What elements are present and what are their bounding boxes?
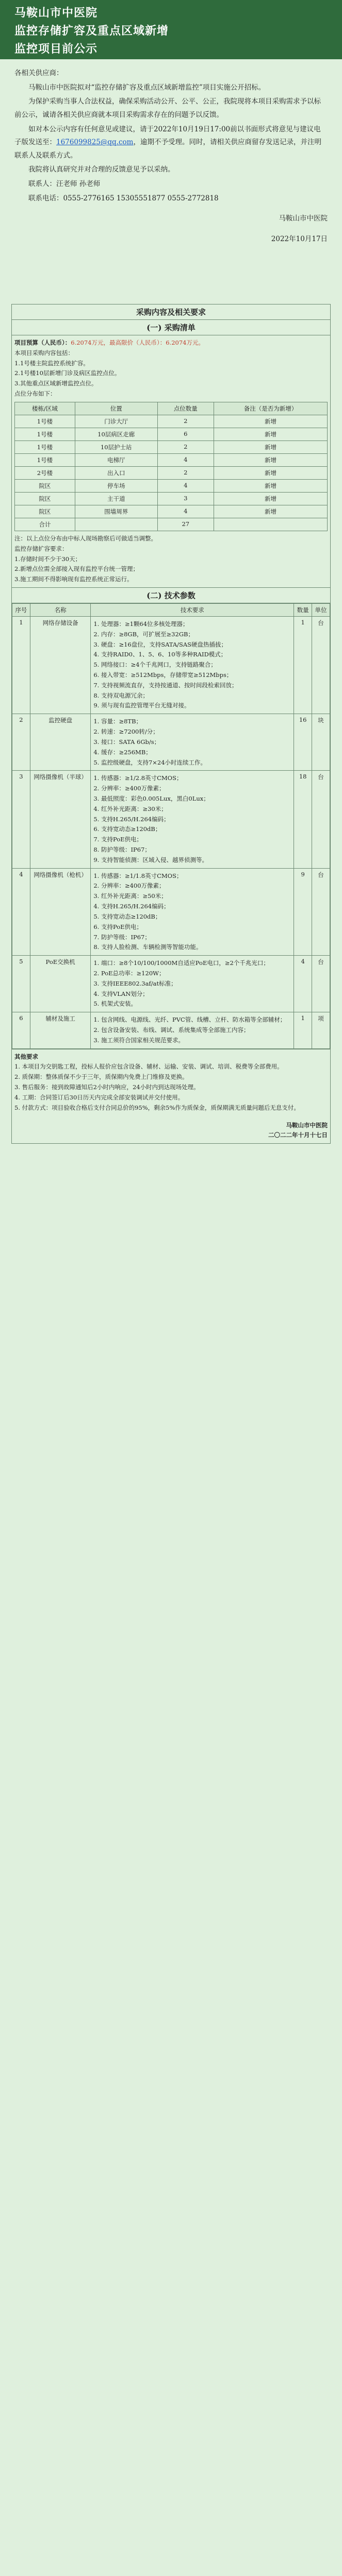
tech-qty: 1 — [294, 1012, 312, 1048]
tech-spec-line: 1. 传感器：≥1/2.8英寸CMOS； — [93, 774, 183, 782]
location-row — [15, 492, 328, 505]
requirements-section — [11, 304, 331, 1144]
tech-qty: 4 — [294, 956, 312, 1012]
tech-qty: 1 — [294, 616, 312, 714]
tech-unit: 台 — [312, 616, 330, 714]
other-item: 1. 本项目为交钥匙工程，投标人报价应包含设备、辅材、运输、安装、调试、培训、税费等全部费用。 — [14, 1063, 283, 1071]
tech-name: PoE交换机 — [30, 956, 90, 1012]
tech-no: 2 — [12, 714, 30, 771]
location-cell: 合计 — [15, 518, 75, 531]
tech-spec-line: 4. 支持VLAN划分； — [93, 990, 149, 997]
location-cell: 4 — [157, 453, 214, 466]
tech-spec-line: 5. 网络接口：≥4个千兆网口，支持链路聚合； — [93, 661, 217, 669]
feedback-email-link[interactable]: 1676099825@qq.com — [56, 138, 134, 147]
tech-spec — [91, 868, 294, 956]
tech-row — [12, 771, 330, 868]
tech-spec-line: 2. PoE总功率：≥120W； — [93, 969, 165, 977]
tech-spec — [91, 956, 294, 1012]
extra-note: 2.新增点位需全部接入现有监控平台统一管理； — [14, 565, 139, 573]
location-cell: 1号楼 — [15, 453, 75, 466]
location-header-cell: 位置 — [75, 402, 157, 415]
location-cell: 4 — [157, 505, 214, 518]
closing-date: 二〇二二年十月十七日 — [268, 1131, 328, 1139]
other-item: 5. 付款方式：项目验收合格后支付合同总价的95%，剩余5%作为质保金，质保期满无质量问题后无息支付。 — [14, 1104, 300, 1111]
tech-spec-line: 3. 硬盘：≥16盘位，支持SATA/SAS硬盘热插拔； — [93, 640, 227, 648]
phone-numbers: 0555-2776165 15305551877 0555-2772818 — [63, 194, 219, 202]
tech-spec-line: 5. 支持宽动态≥120dB； — [93, 912, 161, 920]
location-header-cell: 备注（是否为新增） — [214, 402, 328, 415]
location-row — [15, 415, 328, 428]
location-cell: 围墙周界 — [75, 505, 157, 518]
tech-spec-line: 7. 支持PoE供电； — [93, 836, 143, 843]
extra-note: 注：以上点位分布由中标人现场勘察后可做适当调整。 — [14, 534, 157, 542]
location-cell: 院区 — [15, 505, 75, 518]
location-row — [15, 428, 328, 440]
tech-spec-line: 4. 支持H.265/H.264编码； — [93, 903, 170, 910]
tech-no: 5 — [12, 956, 30, 1012]
tech-spec-line: 1. 处理器：≥1颗64位多核处理器； — [93, 620, 189, 628]
signature-date: 2022年10月17日 — [271, 235, 328, 244]
other-item: 2. 质保期：整体质保不少于三年，质保期内免费上门维修及更换。 — [14, 1073, 188, 1081]
tech-unit: 台 — [312, 771, 330, 868]
tech-qty: 16 — [294, 714, 312, 771]
closing-org: 马鞍山市中医院 — [286, 1121, 328, 1129]
tech-spec-line: 8. 支持双电源冗余； — [93, 691, 149, 699]
notice-paragraph-3 — [14, 123, 328, 163]
tech-spec-line: 3. 支持IEEE802.3af/at标准； — [93, 979, 177, 987]
header-title-line1: 马鞍山市中医院 — [14, 7, 98, 20]
tech-name: 辅材及施工 — [30, 1012, 90, 1048]
tech-name: 网络摄像机（枪机） — [30, 868, 90, 956]
location-cell: 新增 — [214, 479, 328, 492]
contact-phones — [14, 192, 328, 206]
tech-spec-line: 2. 内存：≥8GB，可扩展至≥32GB； — [93, 630, 194, 638]
location-cell: 6 — [157, 428, 214, 440]
section1-title: (一) 采购清单 — [12, 320, 331, 335]
tech-spec-line: 1. 容量：≥8TB； — [93, 718, 142, 725]
location-cell — [75, 518, 157, 531]
tech-table — [12, 603, 330, 1049]
contact-people — [14, 178, 328, 191]
tech-spec-line: 8. 防护等级：IP67； — [93, 846, 151, 853]
tech-spec-line: 2. 包含设备安装、布线、调试、系统集成等全部施工内容； — [93, 1026, 250, 1033]
tech-no: 3 — [12, 771, 30, 868]
requirements-main-title: 采购内容及相关要求 — [12, 304, 331, 320]
tech-unit: 项 — [312, 1012, 330, 1048]
tech-spec-line: 2. 分辨率：≥400万像素； — [93, 785, 165, 792]
location-row — [15, 505, 328, 518]
tech-header-cell: 技术要求 — [91, 603, 294, 616]
tech-name: 网络摄像机（半球） — [30, 771, 90, 868]
location-cell: 1号楼 — [15, 440, 75, 453]
tech-spec-line: 7. 支持视频流直存，支持按通道、按时间段检索回放； — [93, 681, 238, 689]
location-cell: 3 — [157, 492, 214, 505]
tech-spec-line: 2. 转速：≥7200转/分； — [93, 728, 159, 736]
scope-intro: 本项目采购内容包括： — [14, 349, 74, 357]
location-cell: 主干道 — [75, 492, 157, 505]
other-title: 其他要求 — [14, 1053, 38, 1060]
location-row — [15, 453, 328, 466]
notice-body — [14, 67, 328, 247]
tech-qty: 9 — [294, 868, 312, 956]
tech-name: 监控硬盘 — [30, 714, 90, 771]
tech-spec-line: 1. 传感器：≥1/1.8英寸CMOS； — [93, 872, 183, 879]
location-cell: 新增 — [214, 453, 328, 466]
location-header-cell: 点位数量 — [157, 402, 214, 415]
tech-spec-line: 3. 施工须符合国家相关规范要求。 — [93, 1036, 184, 1044]
tech-spec-line: 1. 包含网线、电源线、光纤、PVC管、线槽、立杆、防水箱等全部辅材； — [93, 1016, 286, 1024]
location-cell: 2 — [157, 440, 214, 453]
contact-names: 汪老师 孙老师 — [56, 180, 101, 189]
signature-org: 马鞍山市中医院 — [279, 214, 328, 223]
tech-header-cell: 单位 — [312, 603, 330, 616]
location-table — [14, 402, 328, 531]
notice-paragraph-1: 马鞍山市中医院拟对“监控存储扩容及重点区域新增监控”项目实施公开招标。 — [28, 83, 266, 92]
tech-row — [12, 1012, 330, 1048]
tech-spec-line: 3. 红外补光距离：≥50米； — [93, 892, 167, 900]
extra-note: 3.施工期间不得影响现有监控系统正常运行。 — [14, 575, 133, 583]
tech-spec-line: 7. 防护等级：IP67； — [93, 933, 151, 941]
budget-value: 6.2074万元，最高限价（人民币）：6.2074万元。 — [71, 339, 204, 346]
location-cell: 新增 — [214, 415, 328, 428]
location-row — [15, 466, 328, 479]
tech-spec-line: 6. 支持宽动态≥120dB； — [93, 825, 161, 833]
other-item: 4. 工期：合同签订后30日历天内完成全部安装调试并交付使用。 — [14, 1093, 184, 1101]
location-cell: 停车场 — [75, 479, 157, 492]
location-row — [15, 518, 328, 531]
tech-row — [12, 956, 330, 1012]
section1-content — [12, 335, 331, 588]
location-header-cell: 楼栋/区域 — [15, 402, 75, 415]
tech-spec — [91, 771, 294, 868]
budget-line — [14, 338, 328, 348]
location-row — [15, 479, 328, 492]
other-requirements — [12, 1049, 331, 1144]
tech-header-cell: 序号 — [12, 603, 30, 616]
location-row — [15, 440, 328, 453]
header-title-line3: 监控项目前公示 — [14, 43, 98, 56]
scope-item: 3.其他重点区域新增监控点位。 — [14, 380, 97, 387]
location-cell: 新增 — [214, 466, 328, 479]
location-cell: 门诊大厅 — [75, 415, 157, 428]
notice-paragraph-3-rest: ，逾期不予受理。同时，请相关供应商留存发送记录，并注明联系人及联系方式。 — [14, 138, 321, 160]
tech-header-cell: 数量 — [294, 603, 312, 616]
tech-spec-line: 1. 端口：≥8个10/100/1000M自适应PoE电口，≥2个千兆光口； — [93, 959, 269, 967]
tech-spec — [91, 1012, 294, 1048]
contact-label: 联系人： — [28, 180, 56, 189]
tech-spec — [91, 616, 294, 714]
location-cell: 2号楼 — [15, 466, 75, 479]
tech-spec-line: 3. 最低照度：彩色0.005Lux，黑白0Lux； — [93, 794, 209, 802]
requirements-table — [11, 304, 331, 1144]
tech-spec-line: 6. 支持PoE供电； — [93, 923, 143, 930]
budget-label: 项目预算（人民币）： — [14, 339, 71, 346]
tech-spec-line: 6. 接入带宽：≥512Mbps，存储带宽≥512Mbps； — [93, 671, 233, 679]
extra-notes — [14, 534, 328, 584]
tech-spec-line: 9. 支持智能侦测：区域入侵、越界侦测等。 — [93, 856, 208, 863]
location-cell: 院区 — [15, 492, 75, 505]
tech-no: 6 — [12, 1012, 30, 1048]
location-cell: 新增 — [214, 492, 328, 505]
phone-label: 联系电话： — [28, 194, 63, 202]
notice-paragraph-4: 我院将认真研究并对合理的反馈意见予以采纳。 — [28, 165, 175, 174]
scope-list — [14, 359, 328, 388]
notice-paragraph-2: 为保护采购当事人合法权益，确保采购活动公开、公平、公正，我院现将本项目采购需求予以标前公示，诚请各相关供应商就本项目采购需求存在的问题予以反馈。 — [14, 97, 321, 119]
location-cell: 1号楼 — [15, 428, 75, 440]
tech-row — [12, 868, 330, 956]
tech-spec-line: 4. 红外补光距离：≥30米； — [93, 805, 167, 812]
salutation: 各相关供应商： — [14, 69, 63, 77]
tech-spec-line: 9. 须与现有监控管理平台无缝对接。 — [93, 702, 190, 709]
tech-spec-line: 4. 缓存：≥256MB； — [93, 748, 152, 756]
location-cell: 10层病区走廊 — [75, 428, 157, 440]
header-title-line2: 监控存储扩容及重点区域新增 — [14, 25, 169, 38]
tech-spec-line: 3. 接口：SATA 6Gb/s； — [93, 738, 160, 745]
tech-spec — [91, 714, 294, 771]
tech-spec-line: 8. 支持人脸检测、车辆检测等智能功能。 — [93, 943, 202, 951]
tech-no: 1 — [12, 616, 30, 714]
tech-spec-line: 2. 分辨率：≥400万像素； — [93, 882, 165, 890]
tech-no: 4 — [12, 868, 30, 956]
tech-spec-line: 5. 机架式安装。 — [93, 1000, 137, 1008]
location-cell: 2 — [157, 415, 214, 428]
tech-spec-line: 5. 监控级硬盘，支持7×24小时连续工作。 — [93, 758, 207, 766]
notice-paragraph-3-text: 如对本公示内容有任何意见或建议，请于2022年10月19日17:00前以书面形式将意见与建议电子版发送至： — [14, 125, 321, 147]
location-cell: 出入口 — [75, 466, 157, 479]
tech-unit: 块 — [312, 714, 330, 771]
scope-item: 2.1号楼10层新增门诊及病区监控点位。 — [14, 369, 121, 377]
tech-unit: 台 — [312, 956, 330, 1012]
other-list — [14, 1062, 328, 1112]
extra-note: 1.存储时间不少于30天； — [14, 555, 82, 563]
tech-row — [12, 616, 330, 714]
location-cell: 4 — [157, 479, 214, 492]
extra-note: 监控存储扩容要求： — [14, 545, 68, 552]
tech-header-cell: 名称 — [30, 603, 90, 616]
tech-spec-line: 4. 支持RAID0、1、5、6、10等多种RAID模式； — [93, 651, 227, 658]
location-cell: 院区 — [15, 479, 75, 492]
tech-qty: 18 — [294, 771, 312, 868]
tech-spec-line: 5. 支持H.265/H.264编码； — [93, 815, 170, 823]
location-cell: 电梯厅 — [75, 453, 157, 466]
location-cell: 2 — [157, 466, 214, 479]
tech-table-cell — [12, 603, 331, 1049]
scope-item: 1.1号楼主院监控系统扩容。 — [14, 359, 89, 367]
section2-title: (二) 技术参数 — [12, 587, 331, 603]
location-cell: 新增 — [214, 440, 328, 453]
location-cell: 新增 — [214, 428, 328, 440]
location-cell: 27 — [157, 518, 214, 531]
location-cell: 新增 — [214, 505, 328, 518]
tech-unit: 台 — [312, 868, 330, 956]
location-cell — [214, 518, 328, 531]
location-intro: 点位分布如下： — [14, 390, 56, 398]
location-cell: 10层护士站 — [75, 440, 157, 453]
other-item: 3. 售后服务：接到故障通知后2小时内响应，24小时内到达现场处理。 — [14, 1083, 200, 1091]
tech-row — [12, 714, 330, 771]
tech-name: 网络存储设备 — [30, 616, 90, 714]
location-cell: 1号楼 — [15, 415, 75, 428]
